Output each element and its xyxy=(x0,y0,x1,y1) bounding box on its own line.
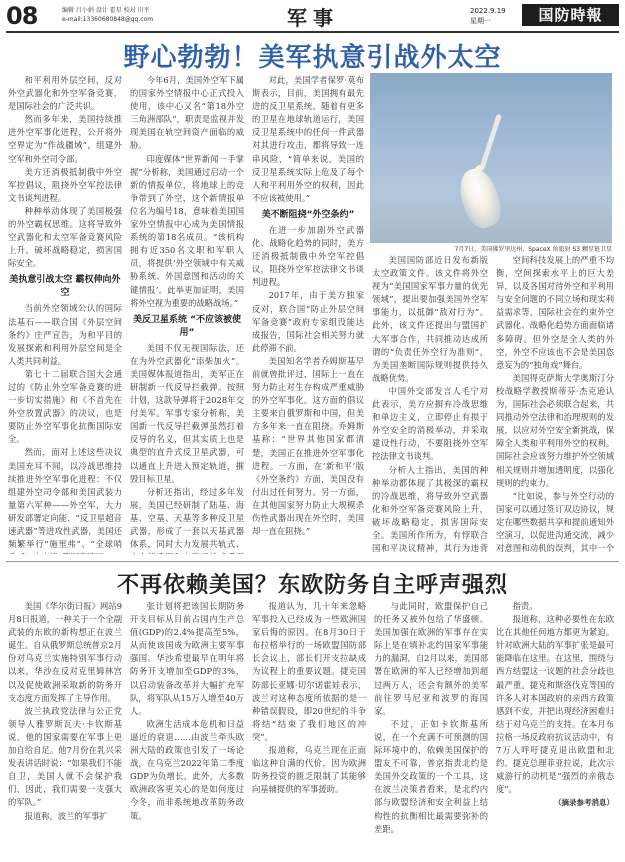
newspaper-logo: 国防時報 xyxy=(522,4,619,26)
paragraph: 空间科技发展上的严重不均衡，空间探索水平上的巨大差异，以及各国对待外空和平利用与安全问题的不同立场和现实利益需求等，国际社会在约束外空武器化、战略化趋势方面面临诸多障碍。但外空是全人类的外空，外空不应该也不会是美国恣意妄为的“独角戏”舞台。 xyxy=(496,255,614,370)
paragraph: 美国得克萨斯大学奥斯汀分校战略学教授斯蒂芬·杰克逊认为，国际社会必须联合起来，共同推动外空法律和治理规则的发展，以应对外空安全新挑战，保障全人类和平利用外空的权利。国际社会应该努力维护外空领域相关规则并增加透明度，以强化规则的约束力。 xyxy=(496,372,614,488)
paragraph: 报道认为，几十年来忽略军事投入已经成为一些欧洲国家后悔的原因。在8月30日于布拉格举行的一场欧盟国防部长会议上，部长们开支拉缺成为议程上的重要议题。捷克国防部长亚娜·切尔诺霍娃表示，波兰对这种态度所依据的是一种错误假设，即20世纪的斗争将结“结束了我们地区的冲突”。 xyxy=(252,601,366,742)
article2-column-5 xyxy=(496,600,614,856)
paragraph: 然而，面对上述这些决议美国充耳不闻，以冷战思维持续推进外空军事化进程：不仅组建外空司令部和美国武装力量第六军种——外空军，大力研发部署定向能、“反卫星超音速武器”等进攻性武器，美国还频繁举行“施里弗”、“全球哨 xyxy=(8,447,122,550)
paragraph: 印度媒体“世界新闻一手掌握”分析称，美国通过启动一个新的情报单位，将地球上的竞争带到了外空，这个新情报单位名为编号18，意味着美国国家外空情报中心成为美国情报系统的第18名成员。“该机构拥有近350名文职和军职人员，将提供‘外空领域中有关威胁系统、外国意图和活动的关键情报’。此举更加证明，美国将外空视为重要的战略战场。” xyxy=(130,153,244,308)
article1-column-5 xyxy=(496,254,614,554)
paragraph: 中国外交部发言人毛宁对此表示，美方应摒弃冷战思维和单边主义，立即停止有损于外空安全的消极举动，并采取建设性行动，不要阻挠外空军控法律文书谈判。 xyxy=(372,385,488,462)
editors-line xyxy=(62,6,153,24)
paragraph: 报道称，乌克兰现在正面临这种自满的代价，因为欧洲防务投资的匮乏限制了其能够向基辅提供的军事援助。 xyxy=(252,745,366,795)
dateline xyxy=(470,6,506,26)
paragraph: 报道称，这种必要性在东欧比在其他任何地方都更为紧迫。针对欧洲大陆的军事扩张是最可能降临在这里。在这里，围绕与西方结盟这一议题的社会分歧也最严重。捷克和斯洛伐克等国的许多人对本国政府的亲西方政策感到不安，并把出现经济困难归结于对乌克兰的支持。在本月布拉格一场反政府抗议活动中，有7万人呼吁捷克退出欧盟和北约。捷克总理菲亚拉说，此次示威游行的动机是“强烈的亲俄态度”。 xyxy=(496,614,614,795)
masthead-rule xyxy=(6,31,619,33)
paragraph: 美国国防部近日发布新版太空政策文件。该文件将外空视为“美国国家军事力量的优先领域”，提出要加强美国外空军事能力，以抵御“敌对行为”。此外，该文件还提出与盟国扩大军事合作，共同推动达成所谓的“负责任外空行为准则”，为美国垄断国际规则提供持久战略优势。 xyxy=(372,255,488,383)
article2-column-3 xyxy=(252,600,366,856)
paragraph: 对此，美国学者保罗·莫布斯表示，目前，美国拥有最先进的反卫星系统。随着有更多的卫星在地球轨道运行，美国反卫星系统中的任何一件武器对其进行攻击，都将导致一连串风险，“简单来说，美国的反卫星系统实际上危及了每个人和平利用外空的权利，因此不应该被使用。” xyxy=(252,75,364,203)
editors-email: e-mail:13360680848@qq.com xyxy=(62,16,154,23)
paragraph: 不过，正如卡钦斯基所说，在一个充满不可预测的国际环境中的，依赖美国保护的盟友不可靠，普京指责北约是美国外交政策的一个工具，这在波兰决策者看来，是北约内部与欧盟经济和安全利益上结构性的抗衡相比最需要弥补的差距。 xyxy=(374,718,488,834)
article1-column-2 xyxy=(130,74,244,554)
paragraph: 与此同时，欧盟保护自己的任务又被外包给了华盛顿。美国加强在欧洲的军事存在实际上是在填补北约国家军事能力的漏洞，自2月以来，美国部署在欧洲的军人已经增加到超过两万人，还会有额外的美军前往罗马尼亚和波罗的海国家。 xyxy=(374,601,488,716)
paragraph: 美方还消极抵制俄中外空军控倡议，阻挠外空军控法律文书谈判进程。 xyxy=(8,166,122,203)
paragraph: 在进一步加剧外空武器化、战略化趋势的同时，美方还消极抵制俄中外空军控倡议，阻挠外空军控法律文书谈判进程。 xyxy=(252,224,364,288)
paragraph: 分析人士指出，美国的种种举动都体现了其极深的霸权的冷战思维，将导致外空武器化和外空军备竞赛风险上升，破坏战略稳定，损害国际安全。美国所作所为，有悖联合国和平决议精神，其行为违背 xyxy=(372,464,488,554)
paragraph: 欧洲生活成本危机和日益逼近的衰退……由波兰牵头欧洲大陆的政策也引发了一场论战，在乌克兰2022年第二季度GDP为负增长，此外，大多数欧洲政客更关心的是如何度过今冬，而非系统地改革防务政策。 xyxy=(130,718,244,821)
paragraph: 美国《华尔街日报》网站9月8日报道，一种关于一个全副武装的东欧的新构想正在波兰诞生。自从俄罗斯总统普京2月份对乌克兰实施特别军事行动以来，华沙在反对克里姆林宫以及促使欧洲采取新的防务开支态度方面发挥了主导作用。 xyxy=(8,601,122,703)
paragraph: 今年6月，美国外空军下属的国家外空情报中心正式投入使用，该中心又名“第18外空三角洲部队”，职责是监视并发现美国在轨空间资产面临的威胁。 xyxy=(130,75,244,151)
article1-column-4 xyxy=(372,254,488,554)
source-credit: （摘录参考消息） xyxy=(554,798,614,808)
paragraph: 当前外空领域公认的国际法基石——联合国《外层空间条约》庄严宣告，为和平目的发展探索和利用外层空间是全人类共同利益。 xyxy=(8,303,122,366)
rocket-icon xyxy=(479,114,502,171)
issue-date: 2022.9.19 xyxy=(470,7,506,15)
article1-column-3 xyxy=(252,74,364,554)
article1-headline: 野心勃勃！美军执意引战外太空 xyxy=(123,43,502,73)
article-divider xyxy=(6,561,619,562)
section-title: 军事 xyxy=(287,6,339,30)
paragraph: 张计划将把该国长期防务开支目标从目前占国内生产总值(GDP)的2.4%提高至5%，从而使该国成为欧洲主要军事强国。华沙希望最早在明年将防务开支增加至GDP的3%，以启动装备改革并大幅扩充军队，将军队从15万人增至40万人。 xyxy=(130,601,244,716)
issue-weekday: 星期一 xyxy=(470,17,491,25)
paragraph: 然而多年来，美国持续推进外空军事化进程，公开将外空界定为“作战疆域”，组建外空军和外空司令部。 xyxy=(8,114,122,164)
article2-column-4 xyxy=(374,600,488,856)
paragraph: 和平利用外层空间，反对外空武器化和外空军备竞赛，是国际社会的广泛共识。 xyxy=(8,75,122,112)
paragraph: 指责。 xyxy=(512,601,538,611)
article2-column-1 xyxy=(8,600,122,856)
paragraph: 波兰执政党法律与公正党领导人雅罗斯瓦夫·卡钦斯基说，他的国家需要在军事上更加自给自足。他7月份在乳兴采发表讲话时说：“如果我们不能自卫，美国人就不会保护我们，因此，我们需要一支强大的军队。” xyxy=(8,705,122,808)
subheading: 美不断阻挠“外空条约” xyxy=(261,209,355,220)
paragraph: 2017年，由于美方独家反对，联合国“防止外层空间军备竞赛”政府专家组没能达成报告，国际社会相关努力就此停滞不前。 xyxy=(252,290,364,353)
paragraph: 分析还指出，经过多年发展，美国已经研制了陆基、海基、空基、天基等多种反卫星武器，形成了一套以天基武器体系，同时大力发展共轨式、 xyxy=(130,486,244,550)
subheading: 美反卫星系统 “不应该被使用” xyxy=(132,314,242,338)
article2-headline: 不再依赖美国？东欧防务自主呼声强烈 xyxy=(116,573,508,598)
paragraph: 第七十二届联合国大会通过的《防止外空军备竞赛的进一步切实措施》和《不首先在外空放置武器》的决议，也是要防止外空军事化抗衡国际安全。 xyxy=(8,368,122,445)
article1-column-1 xyxy=(8,74,122,554)
exhaust-plume xyxy=(454,164,507,232)
page-number: 08 xyxy=(6,2,38,30)
paragraph: 美国不仅无视国际法，还在为外空武器化“添柴加火”。美国媒体报道指出，美军正在研制新一代反导拦截弹。按照计划，这款导弹将于2028年交付美军。军事专家分析称，美国新一代反导拦截弹虽然打着反导的名义，但其实质上也是典型的直升式反卫星武器，可以通直上升进入预定轨道，摧毁目标卫星。 xyxy=(130,342,244,484)
editors-names: 编辑 吕小娟 设计 霍星 校对 川平 xyxy=(62,7,150,14)
masthead xyxy=(0,0,625,36)
paragraph: 种种举动体现了美国极强的外空霸权思维。这将导致外空武器化和太空军备竞赛风险上升，破坏战略稳定，损害国际安全。 xyxy=(8,205,122,269)
paragraph: 报道称，波兰的军事扩 xyxy=(24,810,108,821)
subheading: 美执意引战太空 霸权伸向外空 xyxy=(9,275,121,299)
photo-caption: 7月7日，美国佛罗里达州，SpaceX 角旅射 S3 颗星链卫星 xyxy=(454,246,612,253)
article2-column-2 xyxy=(130,600,244,856)
paragraph: “比如说，参与外空行动的国家可以通过签订双边协议，规定在哪些数据共享和提前通知外空演习，以促进沟通交流，减少对意图和动机的误判，其中一个 xyxy=(496,490,614,554)
rocket-launch-photo xyxy=(370,73,612,243)
paragraph: 美国知名学者乔姆斯基早前就曾批评过，国际上一直在努力防止对生存构成严重威胁的外空军事化。这方面的倡议主要来自俄罗斯和中国，但美方多年来一直在阻挠。乔姆斯基称：“世界其他国家都清楚，美国正在推进外空军事化进程。一方面，在‘新和平’版《外空条约》方面，美国没有付出过任何努力。另一方面，在其他国家努力防止大规模杀伤性武器出现在外空时，美国却一直在阻挠。” xyxy=(252,355,364,537)
